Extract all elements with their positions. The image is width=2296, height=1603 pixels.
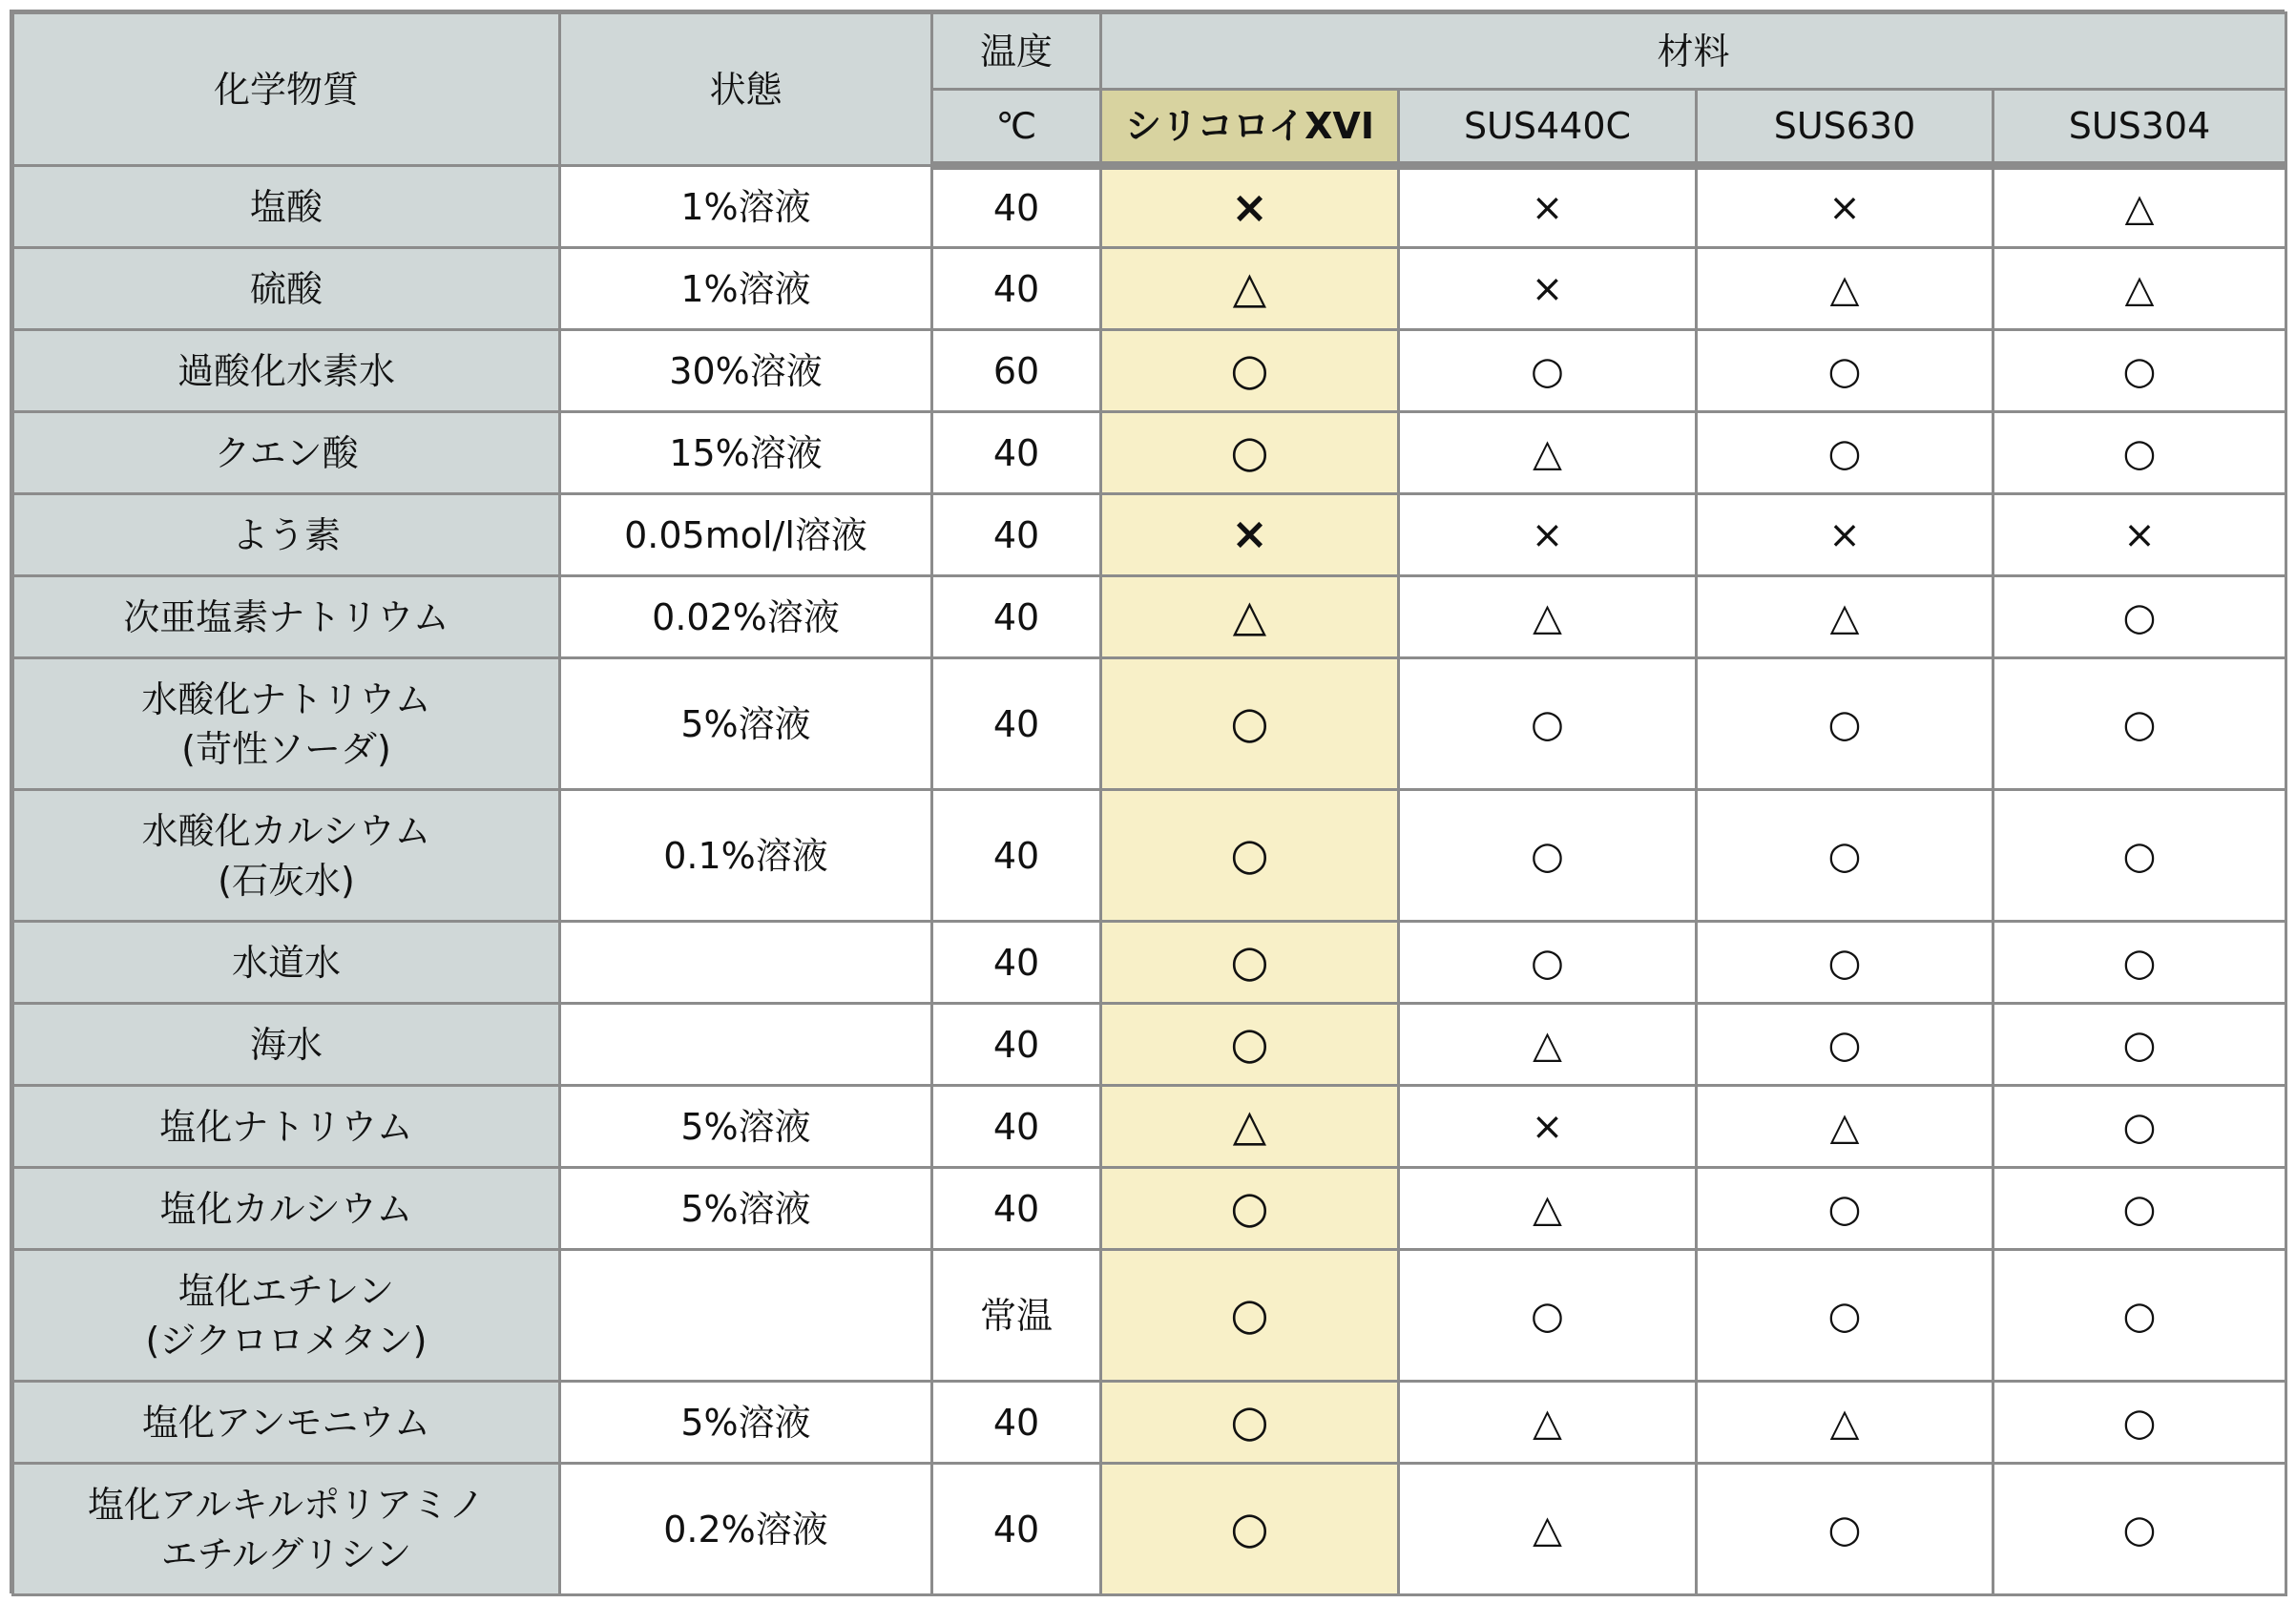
rating-cell — [1101, 1382, 1399, 1464]
rating-cell — [1697, 412, 1993, 494]
header-materials: 材料 — [1101, 13, 2286, 90]
chemical-name-line: 塩化エチレン — [177, 1269, 395, 1312]
header-state: 状態 — [560, 13, 932, 166]
rating-cell — [1993, 576, 2286, 658]
rating-cell — [1101, 1086, 1399, 1168]
rating-cell — [1399, 494, 1697, 576]
rating-cell — [1697, 658, 1993, 790]
rating-cell — [1993, 922, 2286, 1004]
rating-symbol: ○ — [2122, 348, 2157, 393]
rating-cell — [1993, 494, 2286, 576]
chemical-name-line: 水道水 — [231, 941, 341, 984]
rating-cell — [1993, 658, 2286, 790]
rating-cell — [1993, 1382, 2286, 1464]
rating-symbol: ○ — [1230, 828, 1269, 880]
rating-cell — [1101, 1464, 1399, 1595]
state-cell: 0.1%溶液 — [560, 790, 932, 922]
chemical-cell — [13, 412, 560, 494]
rating-cell — [1101, 248, 1399, 330]
rating-cell — [1993, 1004, 2286, 1086]
rating-cell — [1101, 1004, 1399, 1086]
chemical-name-line: 水酸化ナトリウム — [141, 677, 431, 720]
temperature-cell: 40 — [932, 658, 1101, 790]
rating-symbol: ○ — [2122, 1507, 2157, 1551]
rating-cell — [1399, 248, 1697, 330]
chemical-name-line: 海水 — [249, 1023, 323, 1066]
table-row — [13, 166, 2286, 248]
rating-symbol: × — [2123, 512, 2156, 557]
rating-symbol: ○ — [1531, 348, 1564, 393]
rating-symbol: ○ — [1230, 1288, 1269, 1340]
header-temperature: 温度 — [932, 13, 1101, 90]
rating-symbol: × — [1828, 186, 1861, 230]
rating-cell — [1399, 790, 1697, 922]
chemical-cell — [13, 1250, 560, 1382]
state-cell: 5%溶液 — [560, 1168, 932, 1250]
rating-cell — [1697, 166, 1993, 248]
rating-cell — [1697, 1382, 1993, 1464]
rating-symbol: × — [1828, 512, 1861, 557]
rating-symbol: × — [1231, 180, 1268, 233]
chemical-cell — [13, 658, 560, 790]
table-row — [13, 412, 2286, 494]
rating-symbol: ○ — [1531, 833, 1564, 878]
rating-cell — [1697, 922, 1993, 1004]
rating-symbol: × — [1531, 266, 1564, 311]
rating-cell — [1399, 166, 1697, 248]
state-cell: 0.02%溶液 — [560, 576, 932, 658]
chemical-name-line: 水酸化カルシウム — [141, 809, 431, 852]
rating-cell — [1399, 1168, 1697, 1250]
rating-symbol: ○ — [1827, 1022, 1862, 1067]
rating-symbol: ○ — [1827, 1186, 1862, 1231]
rating-cell — [1697, 494, 1993, 576]
header-material-sus304: SUS304 — [1993, 90, 2286, 166]
rating-symbol: ○ — [1230, 1017, 1269, 1069]
temperature-cell: 60 — [932, 330, 1101, 412]
state-cell: 0.05mol/l溶液 — [560, 494, 932, 576]
rating-cell — [1697, 790, 1993, 922]
chemical-cell — [13, 1004, 560, 1086]
chemical-name-line: 過酸化水素水 — [177, 349, 395, 392]
table-row — [13, 1168, 2286, 1250]
chemical-cell — [13, 494, 560, 576]
rating-symbol: ○ — [2122, 1104, 2157, 1149]
chemical-cell — [13, 790, 560, 922]
rating-symbol: ○ — [1531, 701, 1564, 746]
rating-cell — [1101, 922, 1399, 1004]
chemical-name-line: 塩化ナトリウム — [159, 1105, 413, 1148]
rating-symbol: ○ — [1230, 1502, 1269, 1553]
rating-symbol: ○ — [2122, 1400, 2157, 1445]
chemical-cell — [13, 922, 560, 1004]
rating-symbol: ○ — [2122, 1293, 2157, 1338]
rating-symbol: ○ — [1230, 426, 1269, 477]
chemical-resistance-table — [11, 11, 2287, 1596]
rating-cell — [1697, 248, 1993, 330]
rating-cell — [1399, 412, 1697, 494]
rating-symbol: △ — [1533, 1022, 1562, 1067]
rating-cell — [1697, 1464, 1993, 1595]
rating-cell — [1697, 1086, 1993, 1168]
chemical-name-line: 次亜塩素ナトリウム — [123, 595, 449, 638]
rating-symbol: × — [1531, 1104, 1564, 1149]
temperature-cell: 40 — [932, 922, 1101, 1004]
rating-symbol: △ — [1533, 1507, 1562, 1551]
rating-symbol: ○ — [1827, 940, 1862, 985]
chemical-name-line: 塩酸 — [249, 185, 323, 228]
state-cell — [560, 1004, 932, 1086]
chemical-name-line: よう素 — [231, 513, 341, 556]
chemical-name-line: (苛性ソーダ) — [181, 727, 391, 770]
rating-symbol: △ — [1829, 1400, 1860, 1445]
temperature-cell: 40 — [932, 494, 1101, 576]
rating-symbol: ○ — [2122, 430, 2157, 475]
chemical-cell — [13, 1086, 560, 1168]
rating-cell — [1101, 790, 1399, 922]
rating-symbol: ○ — [1531, 1293, 1564, 1338]
chemical-name-line: 塩化アンモニウム — [141, 1401, 431, 1444]
rating-cell — [1399, 658, 1697, 790]
rating-symbol: △ — [1533, 1186, 1562, 1231]
table-row — [13, 1004, 2286, 1086]
rating-symbol: ○ — [1827, 701, 1862, 746]
rating-symbol: ○ — [1230, 344, 1269, 395]
chemical-cell — [13, 576, 560, 658]
table-row — [13, 1464, 2286, 1595]
rating-symbol: × — [1231, 508, 1268, 559]
table-row — [13, 1250, 2286, 1382]
header-temperature-unit: ℃ — [932, 90, 1101, 166]
state-cell: 0.2%溶液 — [560, 1464, 932, 1595]
table-row — [13, 248, 2286, 330]
rating-symbol: ○ — [2122, 940, 2157, 985]
state-cell: 5%溶液 — [560, 1382, 932, 1464]
rating-cell — [1101, 658, 1399, 790]
state-cell: 30%溶液 — [560, 330, 932, 412]
rating-symbol: ○ — [2122, 594, 2157, 639]
rating-cell — [1993, 1168, 2286, 1250]
chemical-name-line: エチルグリシン — [160, 1532, 412, 1575]
rating-cell — [1101, 494, 1399, 576]
header-material-sus630: SUS630 — [1697, 90, 1993, 166]
temperature-cell: 40 — [932, 576, 1101, 658]
rating-cell — [1399, 576, 1697, 658]
chemical-cell — [13, 1168, 560, 1250]
chemical-name-line: (石灰水) — [218, 859, 355, 902]
rating-cell — [1993, 790, 2286, 922]
rating-cell — [1399, 1004, 1697, 1086]
rating-symbol: × — [1531, 186, 1564, 230]
chemical-name-line: 硫酸 — [249, 267, 323, 310]
temperature-cell: 40 — [932, 1004, 1101, 1086]
table-body — [13, 166, 2286, 1595]
temperature-cell: 常温 — [932, 1250, 1101, 1382]
rating-symbol: ○ — [1230, 697, 1269, 748]
rating-symbol: ○ — [1827, 1507, 1862, 1551]
state-cell: 15%溶液 — [560, 412, 932, 494]
rating-cell — [1697, 330, 1993, 412]
table-row — [13, 658, 2286, 790]
temperature-cell: 40 — [932, 1382, 1101, 1464]
rating-cell — [1399, 1250, 1697, 1382]
state-cell: 5%溶液 — [560, 1086, 932, 1168]
header-chemical: 化学物質 — [13, 13, 560, 166]
chemical-cell — [13, 1382, 560, 1464]
rating-cell — [1399, 1382, 1697, 1464]
rating-cell — [1697, 576, 1993, 658]
rating-symbol: ○ — [2122, 701, 2157, 746]
chemical-cell — [13, 1464, 560, 1595]
state-cell: 1%溶液 — [560, 248, 932, 330]
rating-cell — [1101, 412, 1399, 494]
rating-cell — [1399, 922, 1697, 1004]
table-row — [13, 494, 2286, 576]
rating-cell — [1697, 1168, 1993, 1250]
table-row — [13, 790, 2286, 922]
chemical-name-line: クエン酸 — [214, 431, 359, 474]
chemical-cell — [13, 330, 560, 412]
rating-symbol: ○ — [1230, 1395, 1269, 1447]
temperature-cell: 40 — [932, 248, 1101, 330]
state-cell: 1%溶液 — [560, 166, 932, 248]
rating-symbol: △ — [1232, 590, 1267, 641]
rating-symbol: ○ — [1827, 833, 1862, 878]
rating-cell — [1993, 1250, 2286, 1382]
table-row — [13, 1086, 2286, 1168]
rating-cell — [1101, 330, 1399, 412]
table-row — [13, 1382, 2286, 1464]
state-cell — [560, 922, 932, 1004]
rating-symbol: △ — [1829, 1104, 1860, 1149]
temperature-cell: 40 — [932, 1086, 1101, 1168]
rating-cell — [1101, 1250, 1399, 1382]
rating-cell — [1697, 1250, 1993, 1382]
rating-cell — [1697, 1004, 1993, 1086]
chemical-name-line: 塩化カルシウム — [159, 1187, 413, 1230]
temperature-cell: 40 — [932, 166, 1101, 248]
temperature-cell: 40 — [932, 1464, 1101, 1595]
state-cell — [560, 1250, 932, 1382]
rating-symbol: △ — [1533, 594, 1562, 639]
rating-symbol: ○ — [1827, 1293, 1862, 1338]
rating-symbol: △ — [1829, 266, 1860, 311]
rating-symbol: ○ — [1827, 430, 1862, 475]
header-material-siliconroy: シリコロイXVI — [1101, 90, 1399, 166]
state-cell: 5%溶液 — [560, 658, 932, 790]
rating-symbol: △ — [2124, 186, 2155, 230]
table-row — [13, 576, 2286, 658]
rating-symbol: △ — [1232, 1099, 1267, 1151]
rating-cell — [1399, 1086, 1697, 1168]
rating-cell — [1993, 412, 2286, 494]
rating-cell — [1993, 1086, 2286, 1168]
rating-cell — [1399, 1464, 1697, 1595]
rating-cell — [1101, 1168, 1399, 1250]
temperature-cell: 40 — [932, 412, 1101, 494]
rating-symbol: ○ — [2122, 1022, 2157, 1067]
rating-symbol: ○ — [1531, 940, 1564, 985]
rating-symbol: ○ — [1230, 1181, 1269, 1233]
rating-cell — [1993, 330, 2286, 412]
temperature-cell: 40 — [932, 1168, 1101, 1250]
rating-symbol: △ — [1232, 261, 1267, 313]
chemical-cell — [13, 248, 560, 330]
chemical-cell — [13, 166, 560, 248]
rating-symbol: ○ — [2122, 833, 2157, 878]
rating-symbol: △ — [1829, 594, 1860, 639]
rating-cell — [1993, 1464, 2286, 1595]
rating-symbol: △ — [1533, 430, 1562, 475]
temperature-cell: 40 — [932, 790, 1101, 922]
rating-symbol: △ — [2124, 266, 2155, 311]
header-material-sus440c: SUS440C — [1399, 90, 1697, 166]
rating-cell — [1993, 248, 2286, 330]
table-row — [13, 922, 2286, 1004]
chemical-name-line: (ジクロロメタン) — [145, 1319, 428, 1362]
rating-symbol: ○ — [1827, 348, 1862, 393]
rating-cell — [1101, 576, 1399, 658]
rating-symbol: × — [1531, 512, 1564, 557]
rating-symbol: △ — [1533, 1400, 1562, 1445]
table-row — [13, 330, 2286, 412]
rating-symbol: ○ — [2122, 1186, 2157, 1231]
rating-cell — [1399, 330, 1697, 412]
rating-symbol: ○ — [1230, 935, 1269, 987]
rating-cell — [1101, 166, 1399, 248]
rating-cell — [1993, 166, 2286, 248]
chemical-name-line: 塩化アルキルポリアミノ — [87, 1483, 486, 1526]
